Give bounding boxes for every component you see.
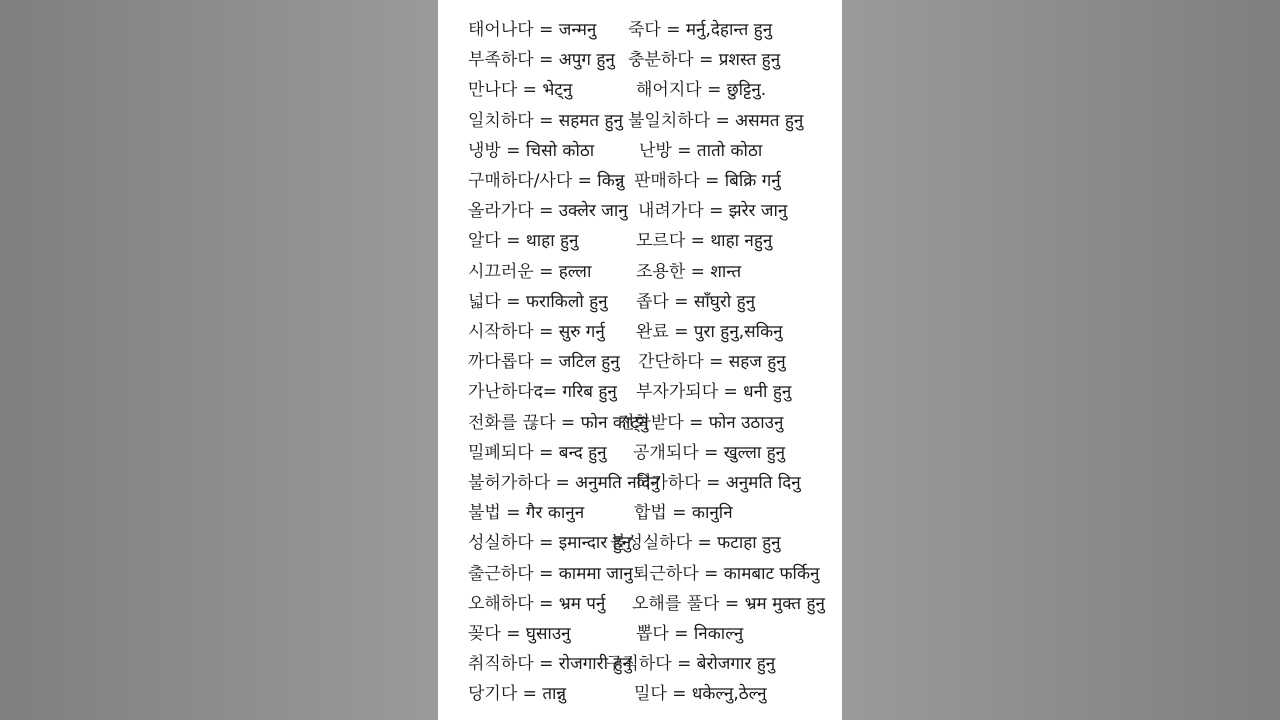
vocab-pair-left: 태어나다 = जन्मनु bbox=[468, 20, 597, 40]
vocab-pair-right: 전화받다 = फोन उठाउनु bbox=[618, 412, 784, 433]
vocab-pair-right: 공개되다 = खुल्ला हुनु bbox=[633, 442, 786, 463]
vocab-pair-left: 부족하다 = अपुग हुनु bbox=[468, 50, 615, 71]
vocab-pair-left: 시작하다 = सुरु गर्नु bbox=[468, 322, 605, 342]
vocab-pair-left: 구매하다/사다 = किन्नु bbox=[468, 171, 625, 191]
vocab-pair-right: 불일치하다 = असमत हुनु bbox=[628, 110, 804, 131]
vocab-pair-left: 올라가다 = उक्लेर जानु bbox=[468, 201, 628, 222]
vocab-row bbox=[468, 679, 840, 709]
vocab-row bbox=[468, 377, 840, 407]
vocab-pair-right: 뽑다 = निकाल्नु bbox=[636, 624, 744, 644]
vocab-row bbox=[468, 75, 840, 105]
vocab-pair-left: 성실하다 = इमान्दार हुनु bbox=[468, 533, 632, 554]
vocab-pair-left: 만나다 = भेट्नु bbox=[468, 80, 573, 101]
vocab-row bbox=[468, 166, 840, 196]
vocab-pair-left: 까다롭다 = जटिल हुनु bbox=[468, 352, 620, 373]
vocab-row bbox=[468, 15, 840, 45]
vocab-pair-right: 판매하다 = बिक्रि गर्नु bbox=[634, 171, 781, 191]
vocab-row bbox=[468, 257, 840, 287]
vocab-pair-right: 밀다 = धकेल्नु,ठेल्नु bbox=[634, 684, 767, 705]
vocab-pair-right: 오해를 풀다 = भ्रम मुक्त हुनु bbox=[632, 593, 825, 614]
vocab-pair-left: 일치하다 = सहमत हुनु bbox=[468, 110, 623, 131]
vocab-row bbox=[468, 559, 840, 589]
vocab-pair-left: 불허가하다 = अनुमति नदिनु bbox=[468, 473, 660, 493]
vocab-row bbox=[468, 136, 840, 166]
vocab-pair-right: 내려가다 = झरेर जानु bbox=[638, 201, 788, 222]
vocab-pair-right: 좁다 = साँघुरो हुनु bbox=[636, 291, 756, 312]
vocab-row bbox=[468, 649, 840, 679]
vocab-pair-left: 오해하다 = भ्रम पर्नु bbox=[468, 593, 606, 614]
vocab-row bbox=[468, 226, 840, 256]
vocab-row bbox=[468, 408, 840, 438]
vocab-pair-right: 허가하다 = अनुमति दिनु bbox=[635, 473, 801, 493]
vocab-pair-right: 간단하다 = सहज हुनु bbox=[638, 352, 786, 373]
vocab-pair-left: 밀폐되다 = बन्द हुनु bbox=[468, 442, 607, 463]
vocab-pair-left: 냉방 = चिसो कोठा bbox=[468, 140, 595, 161]
vocab-pair-left: 불법 = गैर कानुन bbox=[468, 503, 585, 524]
vocab-pair-left: 당기다 = तान्नु bbox=[468, 684, 567, 705]
vocab-pair-right: 죽다 = मर्नु,देहान्त हुनु bbox=[628, 20, 773, 40]
vocab-row bbox=[468, 196, 840, 226]
vocab-pair-right: 구직하다 = बेरोजगार हुनु bbox=[606, 654, 776, 675]
vocab-row bbox=[468, 45, 840, 75]
vocab-row bbox=[468, 619, 840, 649]
vocab-pair-right: 해어지다 = छुट्टिनु. bbox=[636, 80, 767, 101]
vocab-pair-right: 난방 = तातो कोठा bbox=[639, 140, 763, 161]
vocab-pair-left: 가난하다द= गरिब हुनु bbox=[468, 382, 617, 403]
vocab-pair-right: 충분하다 = प्रशस्त हुनु bbox=[628, 50, 781, 71]
vocab-row bbox=[468, 468, 840, 498]
vocab-pair-right: 조용한 = शान्त bbox=[636, 261, 742, 282]
vocab-row bbox=[468, 106, 840, 136]
vocab-pair-left: 꽂다 = घुसाउनु bbox=[468, 624, 571, 644]
vocab-pair-left: 넓다 = फराकिलो हुनु bbox=[468, 291, 608, 312]
vocab-pair-right: 퇴근하다 = कामबाट फर्किनु bbox=[633, 563, 820, 584]
vocab-row bbox=[468, 438, 840, 468]
vocab-pair-right: 합법 = कानुनि bbox=[634, 503, 733, 524]
vocab-pair-right: 모르다 = थाहा नहुनु bbox=[636, 231, 773, 252]
vocab-pair-right: 부자가되다 = धनी हुनु bbox=[636, 382, 792, 403]
vocab-row bbox=[468, 317, 840, 347]
vocab-pair-left: 전화를 끊다 = फोन काट्नु bbox=[468, 412, 649, 433]
vocab-row bbox=[468, 287, 840, 317]
vocab-pair-right: 불성실하다 = फटाहा हुनु bbox=[610, 533, 781, 554]
vocab-pair-left: 취직하다 = रोजगारी हुनु bbox=[468, 654, 632, 675]
vocab-pair-left: 출근하다 = काममा जानु bbox=[468, 563, 633, 584]
vocab-pair-left: 시끄러운 = हल्ला bbox=[468, 261, 592, 282]
vocab-pair-left: 알다 = थाहा हुनु bbox=[468, 231, 579, 252]
vocab-row bbox=[468, 498, 840, 528]
vocabulary-sheet bbox=[438, 0, 842, 720]
vocab-row bbox=[468, 528, 840, 558]
vocab-pair-right: 완료 = पुरा हुनु,सकिनु bbox=[636, 322, 783, 342]
vocab-row bbox=[468, 589, 840, 619]
vocab-row bbox=[468, 347, 840, 377]
